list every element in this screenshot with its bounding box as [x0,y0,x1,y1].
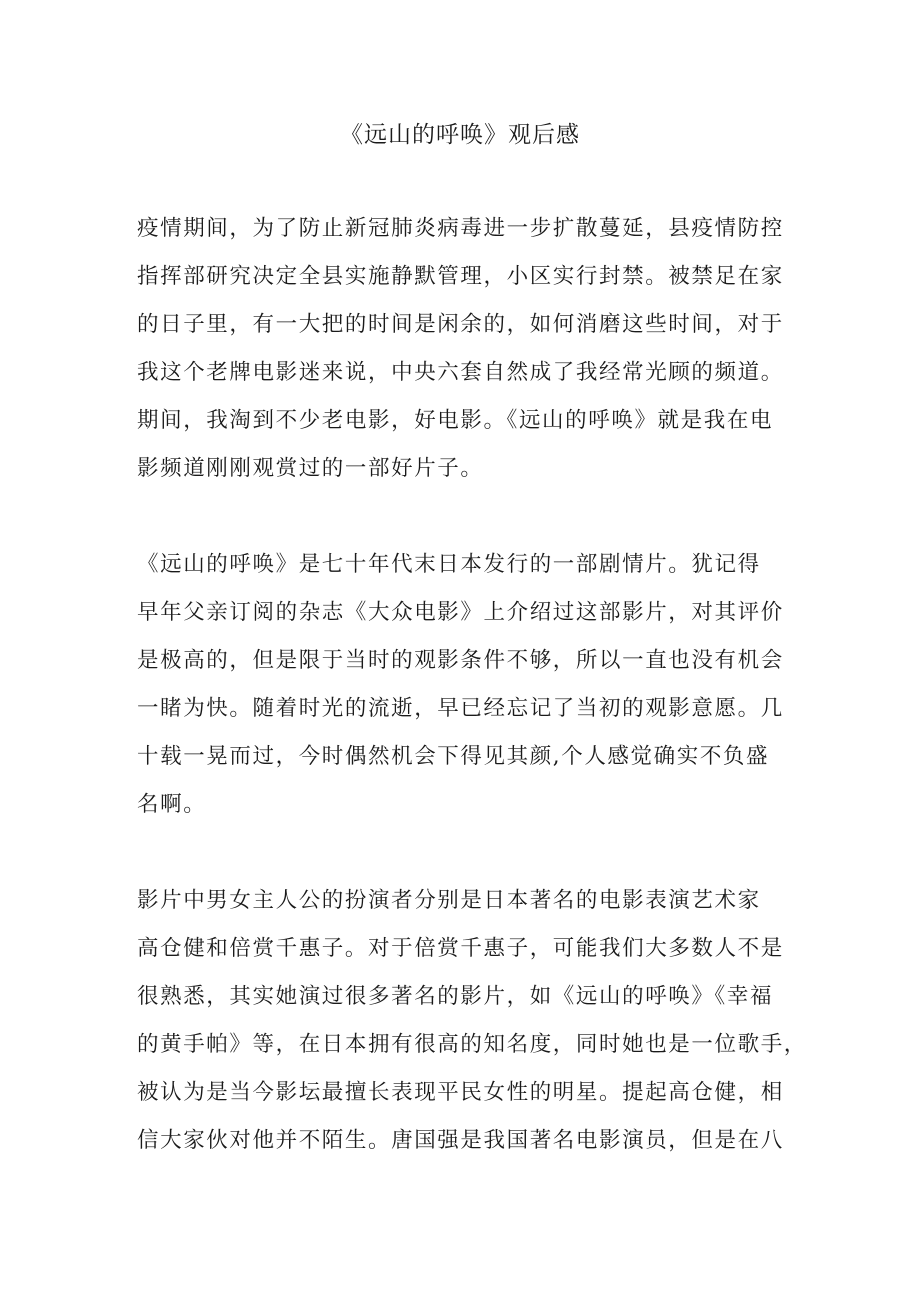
text-line: 被认为是当今影坛最擅长表现平民女性的明星。提起高仓健，相 [137,1080,784,1105]
text-line: 十载一晃而过，今时偶然机会下得见其颜,个人感觉确实不负盛 [137,744,770,769]
text-line: 我这个老牌电影迷来说，中央六套自然成了我经常光顾的频道。 [137,360,784,385]
text-line: 名啊。 [137,792,207,817]
text-line: 期间，我淘到不少老电影，好电影。《远山的呼唤》就是我在电 [137,408,774,433]
text-line: 疫情期间，为了防止新冠肺炎病毒进一步扩散蔓延，县疫情防控 [137,216,784,241]
text-line: 影片中男女主人公的扮演者分别是日本著名的电影表演艺术家 [137,888,761,913]
text-line: 信大家伙对他并不陌生。唐国强是我国著名电影演员，但是在八 [137,1128,784,1153]
text-line: 的黄手帕》等，在日本拥有很高的知名度，同时她也是一位歌手， [137,1032,807,1057]
text-line: 的日子里，有一大把的时间是闲余的，如何消磨这些时间，对于 [137,312,784,337]
text-line: 高仓健和倍赏千惠子。对于倍赏千惠子，可能我们大多数人不是 [137,936,784,961]
text-line: 是极高的，但是限于当时的观影条件不够，所以一直也没有机会 [137,648,784,673]
paragraph-2 [137,541,797,829]
paragraph-1 [137,205,797,493]
text-line: 《远山的呼唤》是七十年代末日本发行的一部剧情片。犹记得 [137,552,761,577]
text-line: 一睹为快。随着时光的流逝，早已经忘记了当初的观影意愿。几 [137,696,784,721]
page-title: 《远山的呼唤》观后感 [340,122,580,148]
text-line: 早年父亲订阅的杂志《大众电影》上介绍过这部影片，对其评价 [137,600,784,625]
text-line: 影频道刚刚观赏过的一部好片子。 [137,456,484,481]
paragraph-3 [137,877,807,1165]
text-line: 很熟悉，其实她演过很多著名的影片，如《远山的呼唤》《幸福 [137,984,774,1009]
text-line: 指挥部研究决定全县实施静默管理，小区实行封禁。被禁足在家 [137,264,784,289]
